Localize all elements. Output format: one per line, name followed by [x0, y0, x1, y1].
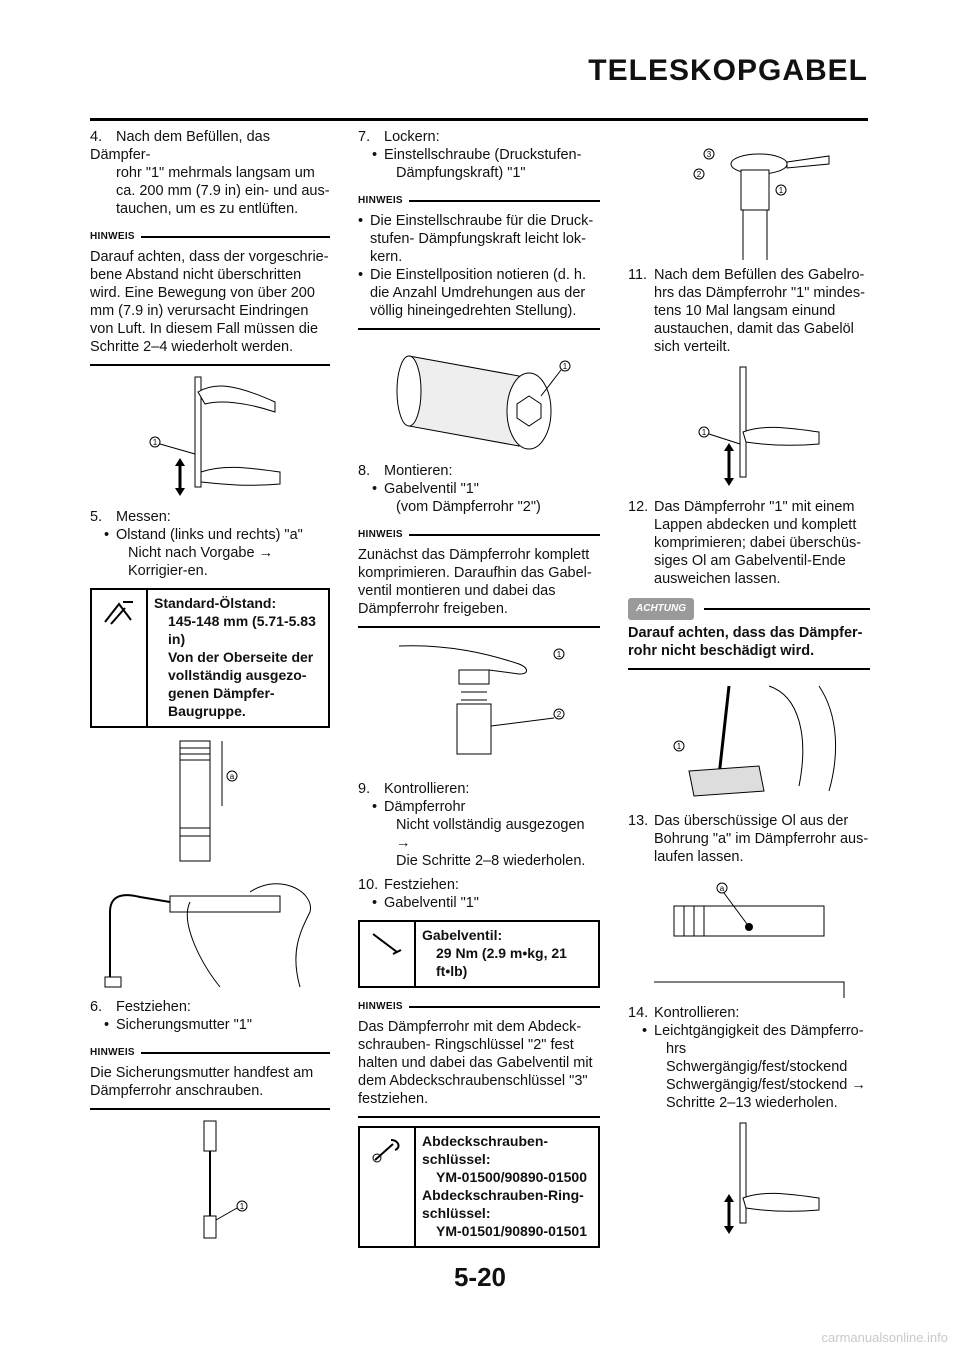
- measure-icon: [101, 598, 137, 628]
- svg-text:3: 3: [706, 150, 712, 159]
- figure-damper-level: [150, 736, 270, 866]
- figure-adjuster: [379, 336, 579, 456]
- svg-text:a: a: [719, 884, 725, 893]
- step-11: 11. Nach dem Befüllen des Gabelro- hrs das Dämpferrohr "1" mindes-tens 10 Mal langsam einund austauchen, damit das Gabelöl sich verteilt.: [628, 267, 865, 355]
- figure-oil-filling: [100, 872, 320, 992]
- figure-fork-valve: [379, 634, 579, 774]
- svg-text:1: 1: [701, 428, 707, 437]
- svg-text:1: 1: [556, 650, 562, 659]
- step-13: 13. Das überschüssige Ol aus der Bohrung "a" im Dämpferrohr aus-laufen lassen.: [628, 813, 869, 865]
- figure-damper-pump: [674, 362, 824, 492]
- torque-wrench-icon: [369, 930, 405, 960]
- column-left: [90, 128, 330, 1252]
- page-number: 5-20: [453, 1262, 507, 1292]
- figure-rag-compress: [649, 676, 849, 806]
- header-rule: [90, 118, 868, 121]
- spec-box-fork-valve: Gabelventil: 29 Nm (2.9 m•kg, 21 ft•lb): [358, 920, 600, 988]
- svg-text:1: 1: [562, 362, 568, 371]
- column-right: [628, 128, 870, 1244]
- svg-text:1: 1: [239, 1202, 245, 1211]
- watermark: carmanualsonline.info: [821, 1330, 948, 1345]
- figure-damper-check: [674, 1118, 824, 1238]
- step-6: 6. Festziehen: • Sicherungsmutter "1": [90, 998, 330, 1034]
- note-hinweis: HINWEIS Zunächst das Dämpferrohr komplett komprimieren. Daraufhin das Gabel-ventil montieren und dabei das Dämpferrohr freigeben.: [358, 526, 600, 628]
- step-7: 7. Lockern: • Einstellschraube (Druckstufen- Dämpfungskraft) "1": [358, 128, 600, 182]
- figure-locknut: [160, 1116, 260, 1246]
- step-12: 12. Das Dämpferrohr "1" mit einem Lappen abdecken und komplett komprimieren; dabei überschüs-siges Ol am Gabelventil-Ende ausweichen lassen.: [628, 499, 862, 587]
- spec-box-tools: Abdeckschrauben-schlüssel: YM-01500/90890-01500 Abdeckschrauben-Ring-schlüssel: YM-01501/90890-01501: [358, 1126, 600, 1248]
- column-middle: [358, 128, 600, 1256]
- svg-text:1: 1: [152, 438, 158, 447]
- caution-badge: ACHTUNG: [628, 598, 694, 620]
- figure-fork-damper-stroke: [135, 372, 285, 502]
- note-hinweis: HINWEIS Die Sicherungsmutter handfest am Dämpferrohr anschrauben.: [90, 1044, 330, 1110]
- svg-text:1: 1: [676, 742, 682, 751]
- note-hinweis: HINWEIS • Die Einstellschraube für die Druck-stufen- Dämpfungskraft leicht lok-kern. • Die Einstellposition notieren (d. h. die Anzahl Umdrehungen aus der völlig hineingedrehten Stellung).: [358, 192, 600, 330]
- figure-wrenches: [649, 134, 849, 260]
- note-hinweis: HINWEIS Darauf achten, dass der vorgeschrie-bene Abstand nicht überschritten wird. Eine Bewegung von über 200 mm (7.9 in) verursacht Eindringen von Luft. In diesem Fall müssen die Schritte 2–4 wiederholt werden.: [90, 228, 330, 366]
- special-tool-icon: [369, 1136, 405, 1166]
- svg-text:2: 2: [556, 710, 562, 719]
- page-title: TELESKOPGABEL: [588, 54, 868, 87]
- caution-box: ACHTUNG Darauf achten, dass das Dämpfer-rohr nicht beschädigt wird.: [628, 598, 870, 670]
- note-hinweis: HINWEIS Das Dämpferrohr mit dem Abdeck-schrauben- Ringschlüssel "2" fest halten und dabei das Gabelventil mit dem Abdeckschraubenschlüssel "3" festziehen.: [358, 998, 600, 1118]
- step-5: 5. Messen: • Olstand (links und rechts) "a" Nicht nach Vorgabe → Korrigier-en.: [90, 508, 330, 580]
- step-10: 10. Festziehen: • Gabelventil "1": [358, 876, 600, 912]
- figure-drain-hole: [644, 872, 854, 998]
- svg-text:a: a: [229, 772, 235, 781]
- step-14: 14. Kontrollieren: • Leichtgängigkeit des Dämpferro- hrs Schwergängig/fest/stockend Schwergängig/fest/stockend → Schritte 2–13 wiederholen.: [628, 1004, 870, 1112]
- step-8: 8. Montieren: • Gabelventil "1" (vom Dämpferrohr "2"): [358, 462, 600, 516]
- step-9: 9. Kontrollieren: • Dämpferrohr Nicht vollständig ausgezogen → Die Schritte 2–8 wiederholen.: [358, 780, 600, 870]
- step-4: 4. Nach dem Befüllen, das Dämpfer- rohr "1" mehrmals langsam um ca. 200 mm (7.9 in) ein- und aus-tauchen, um es zu entlüften.: [90, 129, 330, 217]
- spec-box-oil-level: Standard-Ölstand: 145-148 mm (5.71-5.83 in) Von der Oberseite der vollständig ausgezo-genen Dämpfer-Baugruppe.: [90, 588, 330, 728]
- svg-text:2: 2: [696, 170, 702, 179]
- svg-text:1: 1: [778, 186, 784, 195]
